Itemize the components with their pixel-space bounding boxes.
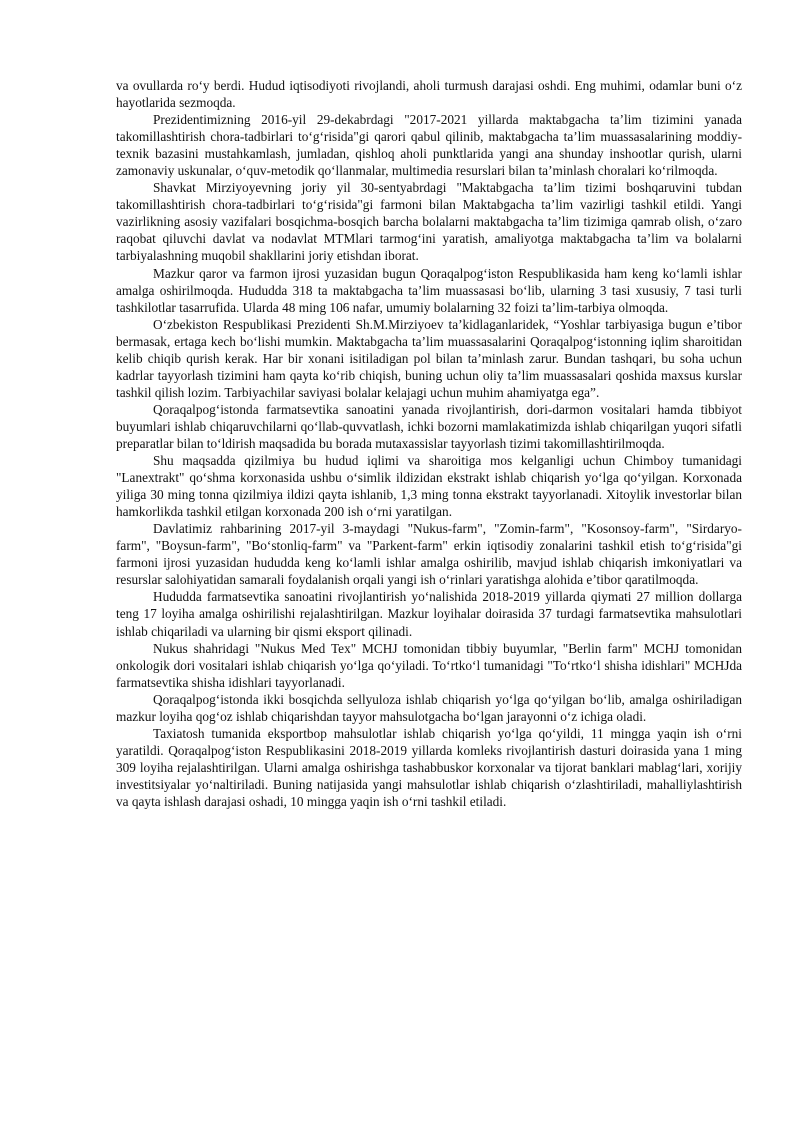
paragraph: Nukus shahridagi "Nukus Med Tex" MCHJ tomonidan tibbiy buyumlar, "Berlin farm" MCHJ tomonidan onkologik dori vositalari ishlab chiqarish yo‘lga qo‘yiladi. To‘rtko‘l tumanidagi "To‘rtko‘l shisha idishlari" MCHJda farmatsevtika shisha idishlari tayyorlanadi.	[116, 640, 742, 690]
paragraph: Davlatimiz rahbarining 2017-yil 3-maydagi "Nukus-farm", "Zomin-farm", "Kosonsoy-farm", "Sirdaryo-farm", "Boysun-farm", "Bo‘stonliq-farm" va "Parkent-farm" erkin iqtisodiy zonalarini tashkil etish to‘g‘risida"gi farmoni ijrosi yuzasidan hududda keng ko‘lamli ishlar amalga oshirilib, mavjud ishlab chiqarish imkoniyatlari va resurslar salohiyatidan samarali foydalanish orqali yangi ish o‘rinlari yaratishga alohida e’tibor qaratilmoqda.	[116, 521, 742, 588]
paragraph: Shu maqsadda qizilmiya bu hudud iqlimi va sharoitiga mos kelganligi uchun Chimboy tumanidagi "Lanextrakt" qo‘shma korxonasida ushbu o‘simlik ildizidan ekstrakt ishlab chiqarish yo‘lga qo‘yilgan. Korxonada yiliga 30 ming tonna qizilmiya ildizi qayta ishlanib, 1,3 ming tonna ekstrakt tayyorlanadi. Xitoylik investorlar bilan hamkorlikda tashkil etilgan korxonada 200 ish o‘rni yaratilgan.	[116, 453, 742, 520]
paragraph: Hududda farmatsevtika sanoatini rivojlantirish yo‘nalishida 2018-2019 yillarda qiymati 27 million dollarga teng 17 loyiha amalga oshirilishi rejalashtirilgan. Mazkur loyihalar doirasida 37 turdagi farmatsevtika mahsulotlari ishlab chiqariladi va ularning bir qismi eksport qilinadi.	[116, 589, 742, 639]
paragraph: Mazkur qaror va farmon ijrosi yuzasidan bugun Qoraqalpog‘iston Respublikasida ham keng ko‘lamli ishlar amalga oshirilmoqda. Hududda 318 ta maktabgacha ta’lim muassasasi bo‘lib, ularning 3 tasi xususiy, 7 tasi turli tashkilotlar tasarrufida. Ularda 48 ming 106 nafar, umumiy bolalarning 32 foizi ta’lim-tarbiya olmoqda.	[116, 265, 742, 315]
paragraph: Taxiatosh tumanida eksportbop mahsulotlar ishlab chiqarish yo‘lga qo‘yildi, 11 mingga yaqin ish o‘rni yaratildi. Qoraqalpog‘iston Respublikasini 2018-2019 yillarda komleks rivojlantirish dasturi doirasida yana 1 ming 309 loyiha rejalashtirilgan. Ularni amalga oshirishga tashabbuskor korxonalar va tijorat banklari mablag‘lari, xorijiy investitsiyalar yo‘naltiriladi. Buning natijasida yangi mahsulotlar ishlab chiqarish o‘zlashtiriladi, mahalliylashtirish va qayta ishlash darajasi oshadi, 10 mingga yaqin ish o‘rni tashkil etiladi.	[116, 725, 742, 809]
paragraph: Qoraqalpog‘istonda ikki bosqichda sellyuloza ishlab chiqarish yo‘lga qo‘yilgan bo‘lib, amalga oshiriladigan mazkur loyiha qog‘oz ishlab chiqarishdan tayyor mahsulotgacha bo‘lgan jarayonni o‘z ichiga oladi.	[116, 691, 742, 724]
paragraph: Qoraqalpog‘istonda farmatsevtika sanoatini yanada rivojlantirish, dori-darmon vositalari hamda tibbiyot buyumlari ishlab chiqaruvchilarni qo‘llab-quvvatlash, ichki bozorni mamlakatimizda ishlab chiqarilgan yuqori sifatli preparatlar bilan to‘ldirish maqsadida bu borada mutaxassislar tayyorlash tizimi takomillashtirilmoqda.	[116, 401, 742, 451]
paragraph: Prezidentimizning 2016-yil 29-dekabrdagi "2017-2021 yillarda maktabgacha ta’lim tizimini yanada takomillashtirish chora-tadbirlari to‘g‘risida"gi qarori qabul qilinib, maktabgacha ta’lim muassasalarining moddiy-texnik bazasini mustahkamlash, jumladan, qishloq aholi punktlarida yangi ana shunday inshootlar qurish, ularni zamonaviy uskunalar, o‘quv-metodik qo‘llanmalar, multimedia resurslari bilan ta’minlash choralari ko‘rilmoqda.	[116, 112, 742, 179]
paragraph: Shavkat Mirziyoyevning joriy yil 30-sentyabrdagi "Maktabgacha ta’lim tizimi boshqaruvini tubdan takomillashtirish chora-tadbirlari to‘g‘risida"gi farmoni bilan Maktabgacha ta’lim vazirligi tashkil etildi. Yangi vazirlikning asosiy vazifalari bosqichma-bosqich barcha bolalarni maktabgacha ta’lim tizimiga qamrab olish, o‘zaro raqobat qiluvchi davlat va nodavlat MTMlari tarmog‘ini yaratish, amaliyotga maktabgacha ta’lim va bolalarni tarbiyalashning muqobil shakllarini joriy etishdan iborat.	[116, 180, 742, 264]
paragraph: O‘zbekiston Respublikasi Prezidenti Sh.M.Mirziyoev ta’kidlaganlaridek, “Yoshlar tarbiyasiga bugun e’tibor bermasak, ertaga kech bo‘lishi mumkin. Maktabgacha ta’lim muassasalarini Qoraqalpog‘istonning iqlim sharoitidan kelib chiqib qurish kerak. Har bir xonani isitiladigan pol bilan ta’minlash zarur. Bundan tashqari, bu soha uchun kadrlar tayyorlash tizimini ham qayta ko‘rib chiqish, buning uchun oliy ta’lim muassasalari qoshida maxsus kurslar tashkil qilish lozim. Tarbiyachilar saviyasi bolalar kelajagi uchun muhim ahamiyatga ega”.	[116, 316, 742, 400]
document-page	[116, 77, 742, 810]
paragraph: va ovullarda ro‘y berdi. Hudud iqtisodiyoti rivojlandi, aholi turmush darajasi oshdi. Eng muhimi, odamlar buni o‘z hayotlarida sezmoqda.	[116, 78, 742, 111]
